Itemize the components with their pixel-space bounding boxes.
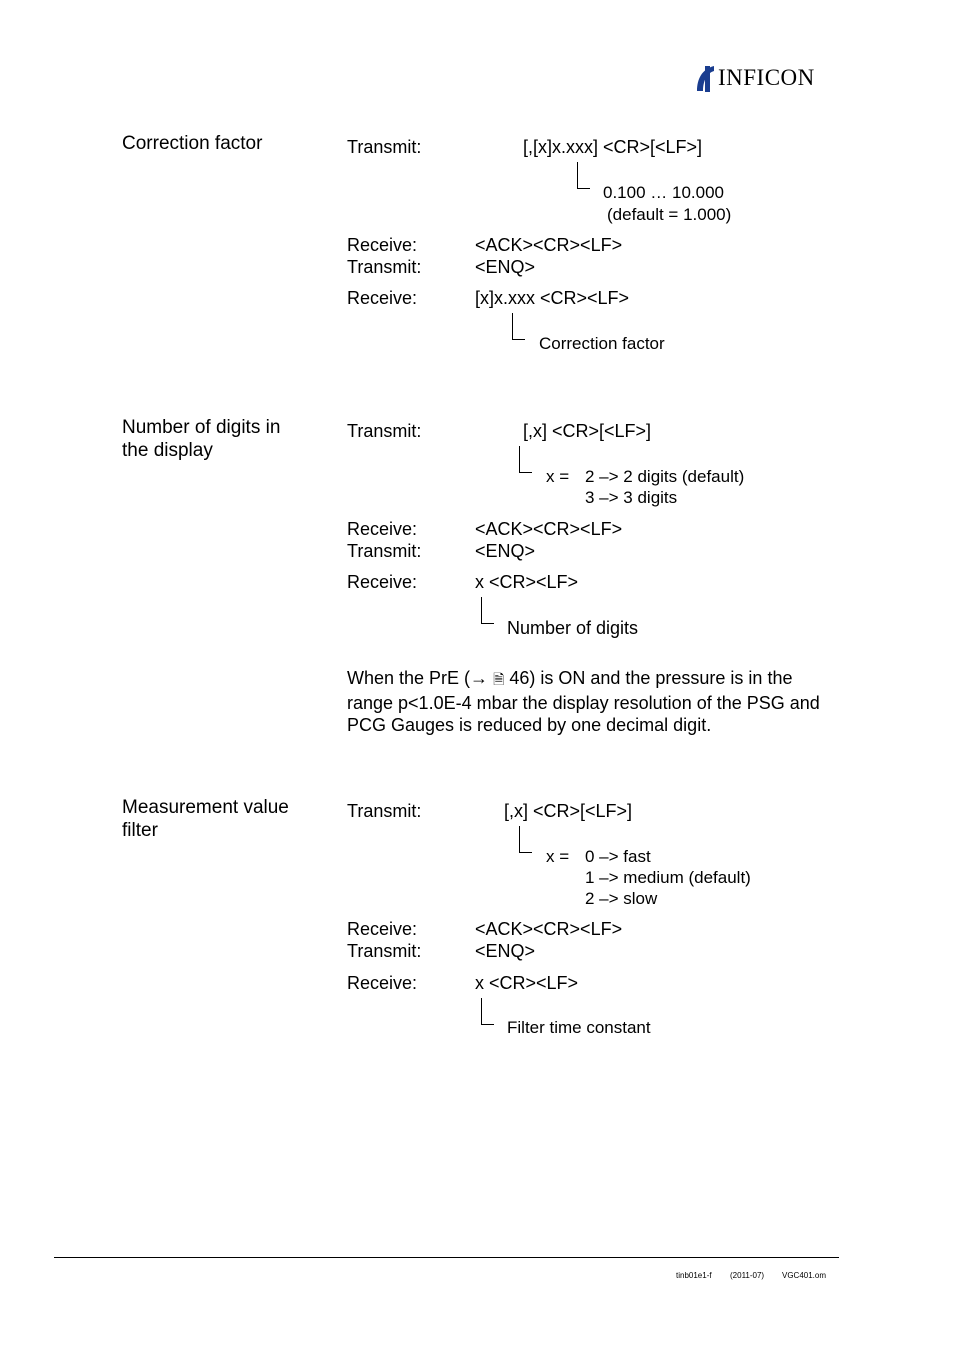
receive-label: Receive: <box>347 973 418 993</box>
receive-note: Number of digits <box>507 618 639 638</box>
footer-file: VGC401.om <box>782 1271 827 1280</box>
receive-value: <ACK><CR><LF> <box>475 235 623 255</box>
option-line: 1 –> medium (default) <box>585 868 751 887</box>
option-line: 3 –> 3 digits <box>585 488 678 507</box>
x-equals: x = <box>546 847 570 866</box>
transmit-value: <ENQ> <box>475 941 536 961</box>
receive-value: <ACK><CR><LF> <box>475 519 623 539</box>
bracket-line <box>519 826 520 844</box>
receive-value: <ACK><CR><LF> <box>475 919 623 939</box>
footer-divider <box>54 1257 839 1258</box>
transmit-value: [,x] <CR>[<LF>] <box>523 421 652 441</box>
x-equals: x = <box>546 467 570 486</box>
bracket-corner <box>519 464 532 473</box>
bracket-corner <box>577 180 590 189</box>
section-heading: Correction factor <box>122 133 263 154</box>
page-reference-icon: 🗎 <box>493 672 505 688</box>
receive-value: [x]x.xxx <CR><LF> <box>475 288 630 308</box>
value-range-note: 0.100 … 10.000 <box>603 183 724 202</box>
bracket-line <box>481 998 482 1016</box>
section-heading: filter <box>122 820 158 841</box>
section-heading: Number of digits in <box>122 417 281 438</box>
transmit-label: Transmit: <box>347 801 422 821</box>
bracket-line <box>519 446 520 464</box>
receive-label: Receive: <box>347 519 418 539</box>
default-note: (default = 1.000) <box>607 205 732 224</box>
receive-note: Filter time constant <box>507 1018 651 1037</box>
option-line: 2 –> 2 digits (default) <box>585 467 745 486</box>
footer-date: (2011-07) <box>730 1271 765 1280</box>
bracket-line <box>577 162 578 180</box>
receive-value: x <CR><LF> <box>475 572 579 592</box>
bracket-line <box>512 313 513 331</box>
option-line: 0 –> fast <box>585 847 651 866</box>
section-heading: the display <box>122 440 213 461</box>
bracket-corner <box>481 1016 494 1025</box>
transmit-value: [,[x]x.xxx] <CR>[<LF>] <box>523 137 703 157</box>
transmit-label: Transmit: <box>347 541 422 561</box>
footer-doc-id: tinb01e1-f <box>676 1271 712 1280</box>
transmit-label: Transmit: <box>347 421 422 441</box>
bracket-corner <box>481 615 494 624</box>
para-text: 46) is ON and the pressure is in the range p<1.0E-4 mbar the display resolution of the PSG and PCG Gauges is reduced by one decimal digit. <box>347 668 820 735</box>
transmit-label: Transmit: <box>347 257 422 277</box>
receive-label: Receive: <box>347 572 418 592</box>
transmit-label: Transmit: <box>347 941 422 961</box>
inficon-logo <box>694 63 839 95</box>
receive-label: Receive: <box>347 919 418 939</box>
receive-note: Correction factor <box>539 334 665 353</box>
receive-value: x <CR><LF> <box>475 973 579 993</box>
transmit-value: [,x] <CR>[<LF>] <box>504 801 633 821</box>
pre-note-paragraph <box>347 667 837 737</box>
option-line: 2 –> slow <box>585 889 658 908</box>
bracket-line <box>481 597 482 615</box>
section-heading: Measurement value <box>122 797 289 818</box>
inficon-logo-mark <box>694 63 716 95</box>
receive-label: Receive: <box>347 288 418 308</box>
transmit-value: <ENQ> <box>475 541 536 561</box>
transmit-label: Transmit: <box>347 137 422 157</box>
transmit-value: <ENQ> <box>475 257 536 277</box>
bracket-corner <box>519 844 532 853</box>
bracket-corner <box>512 331 525 340</box>
receive-label: Receive: <box>347 235 418 255</box>
para-text: When the PrE (→ <box>347 668 494 688</box>
logo-text: INFICON <box>718 65 815 90</box>
